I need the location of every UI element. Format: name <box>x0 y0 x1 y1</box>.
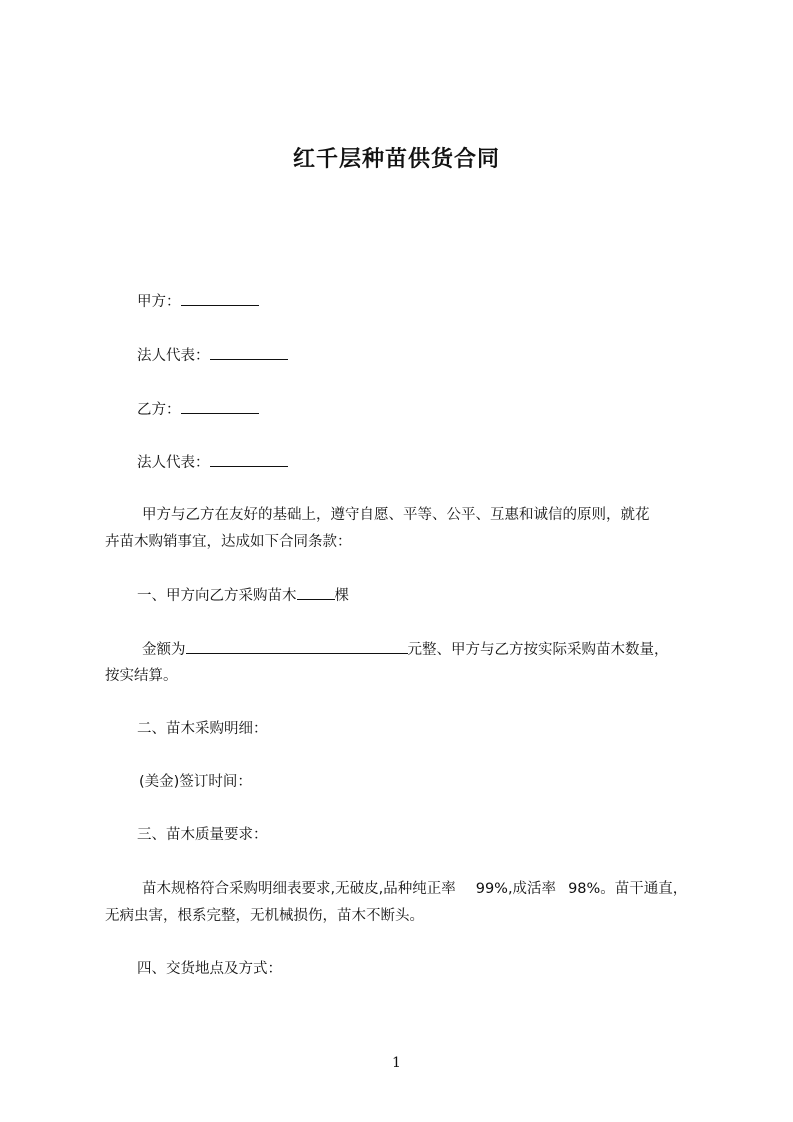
sign-time-line: (美金)签订时间： <box>139 774 252 790</box>
party-a-rep-blank <box>210 345 288 360</box>
party-b-label: 乙方： <box>137 402 181 418</box>
amount-line-2: 按实结算。 <box>105 668 178 684</box>
document-title: 红千层种苗供货合同 <box>292 147 500 172</box>
section-2-heading: 二、苗木采购明细： <box>137 721 268 737</box>
party-a-rep-line <box>137 345 288 366</box>
party-b-rep-line <box>137 452 288 473</box>
party-b-rep-label: 法人代表： <box>137 455 210 471</box>
section-1-prefix: 一、甲方向乙方采购苗木 <box>137 588 297 604</box>
party-b-rep-blank <box>210 452 288 467</box>
section-1-suffix: 棵 <box>334 588 349 604</box>
party-a-blank <box>181 291 259 306</box>
party-a-line <box>137 291 259 312</box>
party-a-label: 甲方： <box>137 294 181 310</box>
quality-part-2: 99%,成活率 <box>475 881 557 897</box>
amount-line-1 <box>142 639 669 660</box>
amount-blank-1 <box>186 639 305 654</box>
party-b-line <box>137 399 259 420</box>
intro-line-1: 甲方与乙方在友好的基础上，遵守自愿、平等、公平、互惠和诚信的原则，就花 <box>142 507 650 523</box>
section-1-line <box>137 585 349 606</box>
section-3-heading: 三、苗木质量要求： <box>137 827 268 843</box>
tree-count-blank <box>297 585 335 600</box>
amount-suffix: 元整、甲方与乙方按实际采购苗木数量， <box>407 642 669 658</box>
amount-prefix: 金额为 <box>142 642 186 658</box>
quality-line-1 <box>142 879 687 899</box>
quality-part-1: 苗木规格符合采购明细表要求,无破皮,品种纯正率 <box>142 881 456 897</box>
quality-line-2: 无病虫害，根系完整，无机械损伤，苗木不断头。 <box>105 908 424 924</box>
quality-part-3: 98%。苗干通直， <box>568 881 688 897</box>
page-number: 1 <box>392 1055 401 1071</box>
amount-blank-2 <box>305 639 408 654</box>
party-a-rep-label: 法人代表： <box>137 348 210 364</box>
intro-line-2: 卉苗木购销事宜，达成如下合同条款： <box>105 534 352 550</box>
party-b-blank <box>181 399 259 414</box>
section-4-heading: 四、交货地点及方式： <box>137 961 282 977</box>
